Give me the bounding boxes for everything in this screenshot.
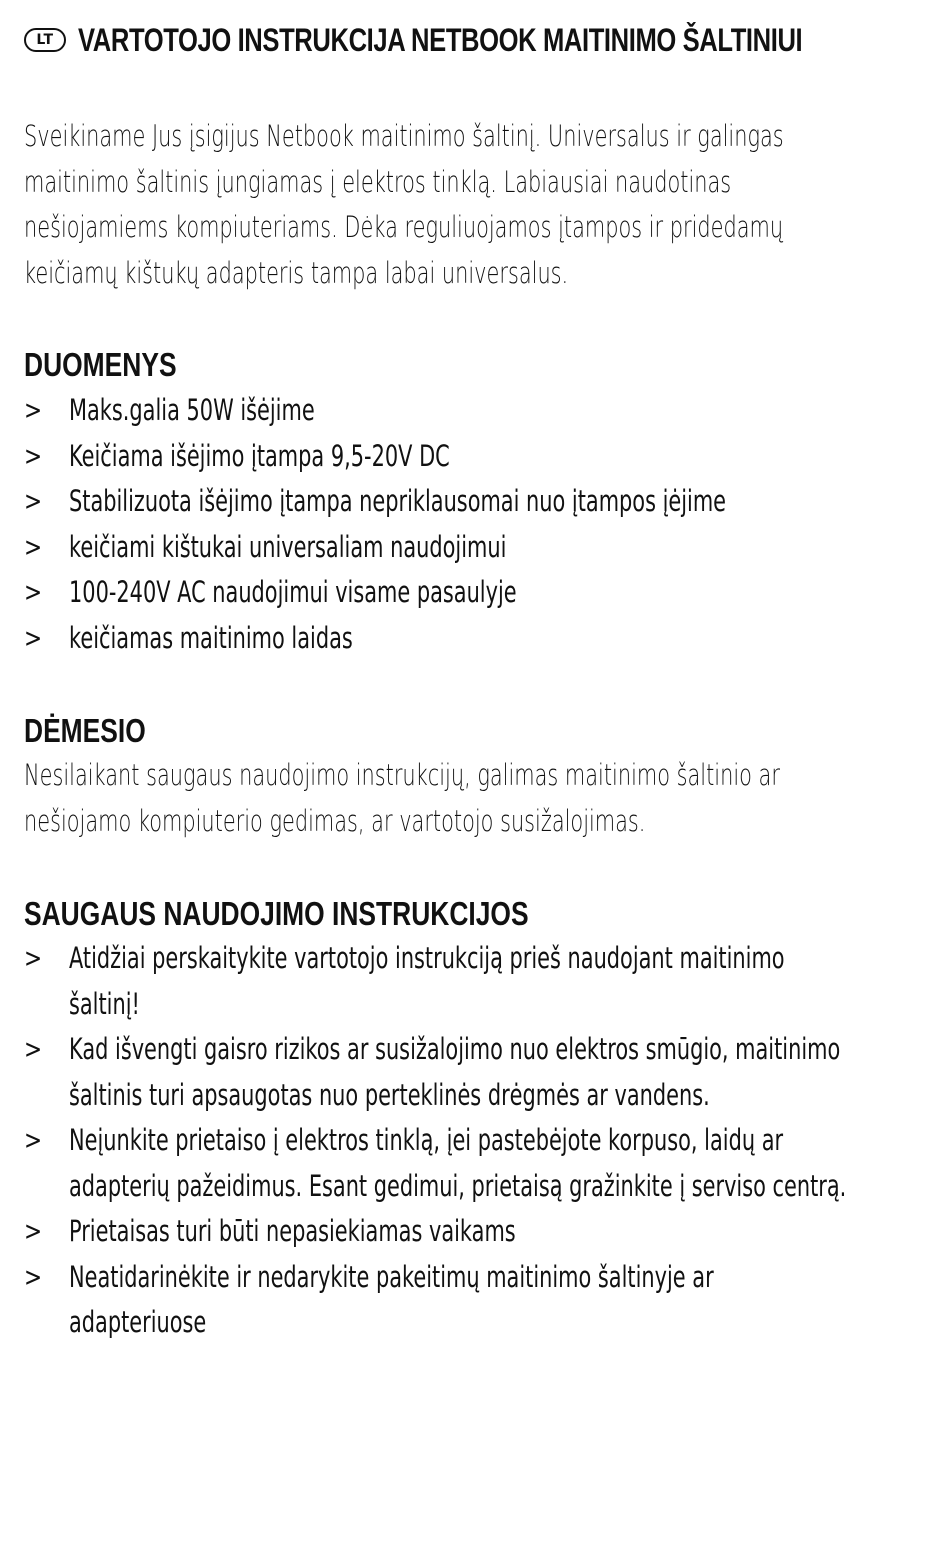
safety-item-text: Neįunkite prietaiso į elektros tinklą, įei pastebėjote korpuso, laidų ar adapterių pažeidimus. Esant gedimui, prietaisą gražinkite į serviso centrą. bbox=[69, 1123, 847, 1203]
bullet-marker: > bbox=[24, 1261, 43, 1293]
title-row bbox=[24, 18, 924, 62]
list-item bbox=[24, 388, 924, 434]
list-item bbox=[24, 570, 924, 616]
safety-item-text: Prietaisas turi būti nepasiekiamas vaikams bbox=[69, 1214, 516, 1248]
safety-list bbox=[24, 936, 924, 1346]
document-title: VARTOTOJO INSTRUKCIJA NETBOOK MAITINIMO ŠALTINIUI bbox=[78, 21, 803, 58]
bullet-marker: > bbox=[24, 577, 43, 608]
safety-item-text: Neatidarinėkite ir nedarykite pakeitimų maitinimo šaltinyje ar adapteriuose bbox=[69, 1259, 714, 1339]
intro-paragraph: Sveikiname Jus įsigijus Netbook maitinimo šaltinį. Universalus ir galingas maitinimo šaltinis įungiamas į elektros tinklą. Labiausiai naudotinas nešiojamiems kompiuteriams. Dėka reguliuojamos įtampos ir pridedamų keičiamų kištukų adapteris tampa labai universalus. bbox=[24, 119, 784, 290]
spec-item-text: 100-240V AC naudojimui visame pasaulyje bbox=[69, 575, 517, 609]
safety-item-text: Kad išvengti gaisro rizikos ar susižalojimo nuo elektros smūgio, maitinimo šaltinis turi apsaugotas nuo perteklinės drėgmės ar vandens. bbox=[69, 1032, 841, 1112]
bullet-marker: > bbox=[24, 1034, 43, 1065]
warning-paragraph: Nesilaikant saugaus naudojimo instrukcijų, galimas maitinimo šaltinio ar nešiojamo kompiuterio gedimas, ar vartotojo susižalojimas. bbox=[24, 758, 780, 838]
bullet-marker: > bbox=[24, 943, 43, 974]
spec-item-text: keičiamas maitinimo laidas bbox=[69, 620, 353, 655]
list-item bbox=[24, 525, 924, 571]
safety-heading: SAUGAUS NAUDOJIMO INSTRUKCIJOS bbox=[24, 895, 529, 932]
list-item bbox=[24, 1118, 924, 1209]
list-item bbox=[24, 936, 924, 1027]
language-badge: LT bbox=[24, 28, 66, 52]
bullet-marker: > bbox=[24, 395, 43, 426]
document-page bbox=[24, 18, 924, 1339]
list-item bbox=[24, 616, 924, 662]
spec-item-text: Stabilizuota išėjimo įtampa nepriklausomai nuo įtampos įėjime bbox=[69, 484, 727, 518]
list-item bbox=[24, 479, 924, 525]
list-item bbox=[24, 434, 924, 480]
list-item bbox=[24, 1255, 924, 1346]
bullet-marker: > bbox=[24, 1216, 43, 1247]
warning-heading: DĖMESIO bbox=[24, 712, 146, 749]
list-item bbox=[24, 1209, 924, 1255]
bullet-marker: > bbox=[24, 1125, 43, 1156]
safety-item-text: Atidžiai perskaitykite vartotojo instrukciją prieš naudojant maitinimo šaltinį! bbox=[69, 941, 785, 1021]
spec-item-text: keičiami kištukai universaliam naudojimui bbox=[69, 529, 507, 564]
spec-item-text: Maks.galia 50W išėjime bbox=[69, 393, 315, 427]
list-item bbox=[24, 1027, 924, 1118]
specs-list bbox=[24, 388, 924, 661]
specs-heading: DUOMENYS bbox=[24, 346, 177, 383]
bullet-marker: > bbox=[24, 486, 43, 517]
bullet-marker: > bbox=[24, 440, 43, 472]
bullet-marker: > bbox=[24, 622, 43, 654]
spec-item-text: Keičiama išėjimo įtampa 9,5-20V DC bbox=[69, 438, 450, 473]
bullet-marker: > bbox=[24, 531, 43, 563]
